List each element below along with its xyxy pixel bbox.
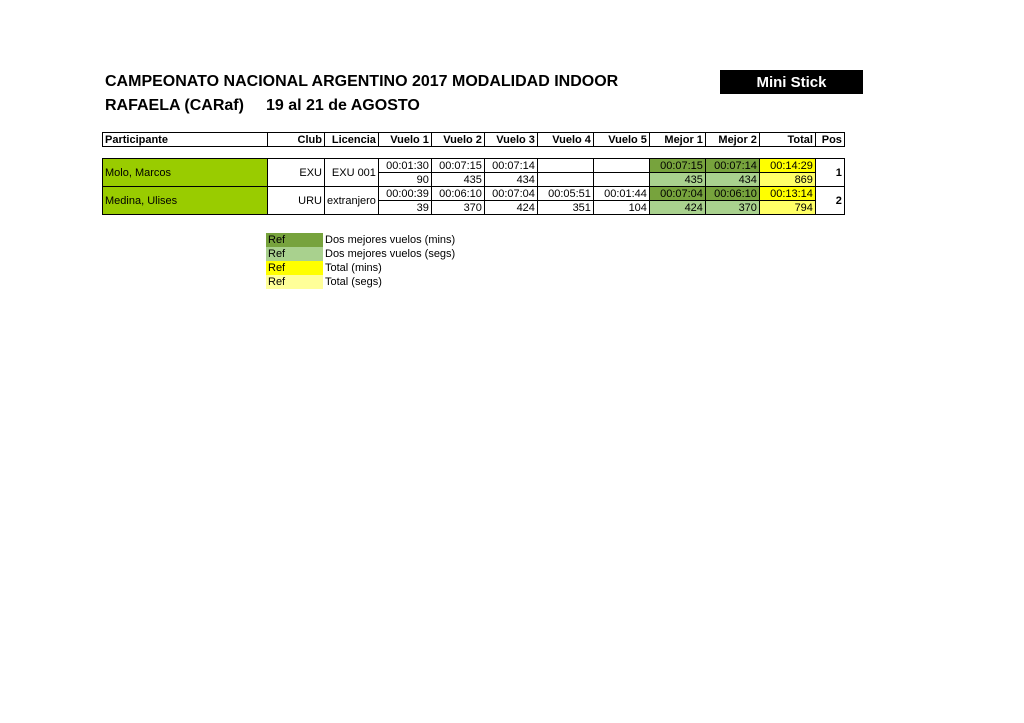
legend-label: Total (mins) — [325, 262, 382, 274]
flight-secs: 434 — [484, 173, 537, 187]
column-header-pos: Pos — [815, 133, 844, 147]
legend-item — [266, 261, 457, 275]
best2-time: 00:06:10 — [705, 187, 759, 201]
total-time: 00:13:14 — [759, 187, 815, 201]
participant-name: Molo, Marcos — [103, 159, 268, 187]
best1-time: 00:07:15 — [649, 159, 705, 173]
page-title: CAMPEONATO NACIONAL ARGENTINO 2017 MODALIDAD INDOOR — [105, 73, 619, 90]
flight-time: 00:07:15 — [431, 159, 484, 173]
legend-label: Total (segs) — [325, 276, 382, 288]
color-legend — [266, 233, 457, 289]
flight-secs: 351 — [537, 201, 593, 215]
legend-swatch: Ref — [266, 233, 323, 247]
legend-label: Dos mejores vuelos (segs) — [325, 248, 456, 260]
column-header-licencia: Licencia — [325, 133, 379, 147]
column-header-vuelo-4: Vuelo 4 — [537, 133, 593, 147]
flight-time — [537, 159, 593, 173]
column-header-club: Club — [268, 133, 325, 147]
legend-swatch: Ref — [266, 275, 323, 289]
best2-secs: 434 — [705, 173, 759, 187]
flight-secs: 370 — [431, 201, 484, 215]
flight-time — [593, 159, 649, 173]
column-header-total: Total — [759, 133, 815, 147]
table-row — [103, 187, 845, 201]
category-badge: Mini Stick — [720, 70, 863, 94]
participant-license: EXU 001 — [325, 159, 379, 187]
column-header-vuelo-5: Vuelo 5 — [593, 133, 649, 147]
results-table — [102, 132, 845, 215]
column-header-mejor-1: Mejor 1 — [649, 133, 705, 147]
flight-time: 00:07:04 — [484, 187, 537, 201]
column-header-participante: Participante — [103, 133, 268, 147]
participant-club: EXU — [268, 159, 325, 187]
best1-secs: 424 — [649, 201, 705, 215]
participant-license: extranjero — [325, 187, 379, 215]
flight-secs — [537, 173, 593, 187]
legend-label: Dos mejores vuelos (mins) — [325, 234, 456, 246]
total-secs: 794 — [759, 201, 815, 215]
flight-secs: 90 — [378, 173, 431, 187]
flight-secs: 104 — [593, 201, 649, 215]
table-header-row — [103, 133, 845, 147]
position: 1 — [815, 159, 844, 187]
participant-name: Medina, Ulises — [103, 187, 268, 215]
flight-secs: 424 — [484, 201, 537, 215]
column-header-mejor-2: Mejor 2 — [705, 133, 759, 147]
column-header-vuelo-2: Vuelo 2 — [431, 133, 484, 147]
flight-time: 00:01:44 — [593, 187, 649, 201]
legend-item — [266, 275, 457, 289]
column-header-vuelo-3: Vuelo 3 — [484, 133, 537, 147]
flight-secs: 39 — [378, 201, 431, 215]
flight-time: 00:00:39 — [378, 187, 431, 201]
flight-time: 00:01:30 — [378, 159, 431, 173]
total-secs: 869 — [759, 173, 815, 187]
event-location-line — [105, 97, 420, 115]
column-header-vuelo-1: Vuelo 1 — [378, 133, 431, 147]
position: 2 — [815, 187, 844, 215]
best1-secs: 435 — [649, 173, 705, 187]
flight-secs — [593, 173, 649, 187]
flight-time: 00:05:51 — [537, 187, 593, 201]
legend-item — [266, 233, 457, 247]
legend-swatch: Ref — [266, 261, 323, 275]
table-row — [103, 159, 845, 173]
participant-club: URU — [268, 187, 325, 215]
event-location: RAFAELA (CARaf) — [105, 97, 244, 114]
flight-secs: 435 — [431, 173, 484, 187]
best2-secs: 370 — [705, 201, 759, 215]
flight-time: 00:06:10 — [431, 187, 484, 201]
event-dates: 19 al 21 de AGOSTO — [265, 97, 420, 114]
legend-item — [266, 247, 457, 261]
total-time: 00:14:29 — [759, 159, 815, 173]
legend-swatch: Ref — [266, 247, 323, 261]
best2-time: 00:07:14 — [705, 159, 759, 173]
flight-time: 00:07:14 — [484, 159, 537, 173]
best1-time: 00:07:04 — [649, 187, 705, 201]
